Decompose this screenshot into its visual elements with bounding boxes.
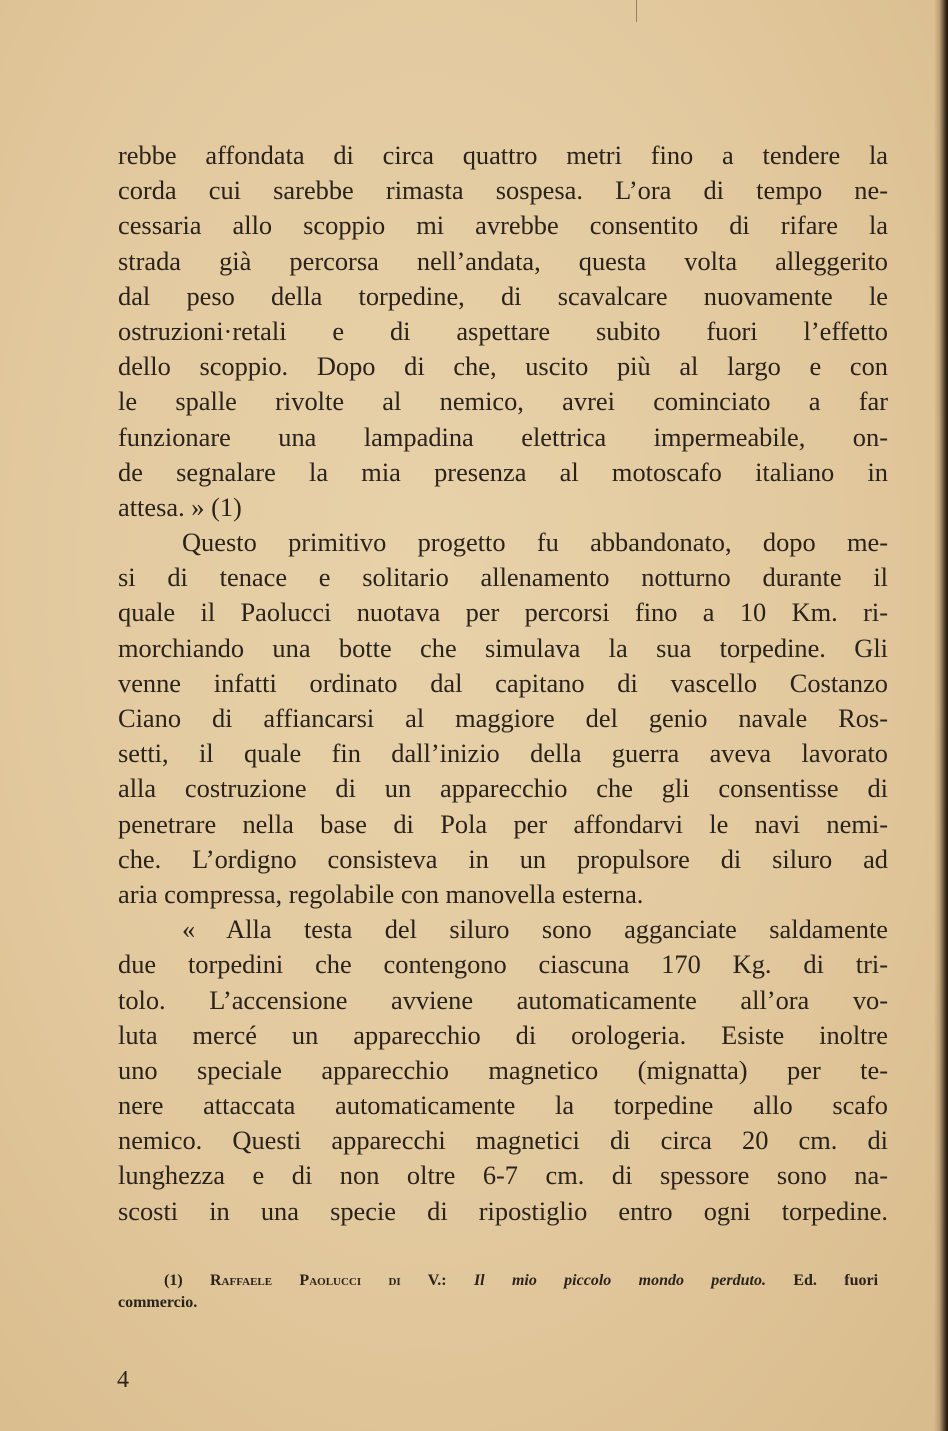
- text-line: corda cui sarebbe rimasta sospesa. L’ora di tempo ne-: [118, 175, 888, 206]
- footnote-separator: :: [441, 1272, 447, 1289]
- body-text: [118, 138, 888, 1229]
- text-line: aria compressa, regolabile con manovella esterna.: [118, 878, 644, 909]
- page-number: 4: [117, 1367, 129, 1393]
- text-line: scosti in una specie di ripostiglio entro ogni torpedine.: [118, 1195, 888, 1226]
- paper-fold-mark: [636, 0, 637, 22]
- footnote-title: Il mio piccolo mondo perduto.: [473, 1272, 766, 1289]
- footnote-author: Raffaele Paolucci di V.: [210, 1272, 442, 1289]
- text-line: alla costruzione di un apparecchio che gli consentisse di: [118, 773, 888, 804]
- text-line: due torpedini che contengono ciascuna 170 Kg. di tri-: [118, 949, 888, 980]
- text-line: funzionare una lampadina elettrica impermeabile, on-: [118, 421, 888, 452]
- footnote: [118, 1270, 878, 1314]
- text-line: cessaria allo scoppio mi avrebbe consentito di rifare la: [118, 210, 888, 241]
- text-line: quale il Paolucci nuotava per percorsi fino a 10 Km. ri-: [118, 597, 888, 628]
- text-line: rebbe affondata di circa quattro metri fino a tendere la: [118, 140, 888, 170]
- text-line: Ciano di affiancarsi al maggiore del genio navale Ros-: [118, 703, 888, 733]
- text-line: nemico. Questi apparecchi magnetici di circa 20 cm. di: [118, 1125, 888, 1156]
- text-line: lunghezza e di non oltre 6-7 cm. di spessore sono na-: [118, 1160, 888, 1191]
- text-line: le spalle rivolte al nemico, avrei cominciato a far: [118, 386, 888, 417]
- text-line: che. L’ordigno consisteva in un propulsore di siluro ad: [118, 843, 888, 874]
- text-line: morchiando una botte che simulava la sua torpedine. Gli: [118, 632, 888, 663]
- text-line: venne infatti ordinato dal capitano di vascello Costanzo: [118, 667, 888, 698]
- footnote-publisher: Ed. fuori: [793, 1272, 879, 1289]
- text-line: ostruzioni·retali e di aspettare subito fuori l’effetto: [118, 315, 888, 346]
- text-line: penetrare nella base di Pola per affondarvi le navi nemi-: [118, 808, 888, 839]
- text-line: attesa. » (1): [118, 491, 242, 522]
- text-line: strada già percorsa nell’andata, questa volta alleggerito: [118, 245, 888, 276]
- text-line: nere attaccata automaticamente la torpedine allo scafo: [118, 1090, 888, 1121]
- footnote-line: [118, 1270, 878, 1292]
- footnote-line: commercio.: [118, 1294, 198, 1311]
- page-edge-shadow: [934, 0, 948, 1431]
- text-line: setti, il quale fin dall’inizio della guerra aveva lavorato: [118, 738, 888, 769]
- text-line: uno speciale apparecchio magnetico (mignatta) per te-: [118, 1054, 888, 1085]
- footnote-marker: (1): [164, 1272, 183, 1289]
- text-line: si di tenace e solitario allenamento notturno durante il: [118, 562, 888, 593]
- text-line: Questo primitivo progetto fu abbandonato, dopo me-: [182, 527, 888, 558]
- text-line: luta mercé un apparecchio di orologeria. Esiste inoltre: [118, 1019, 888, 1050]
- text-line: tolo. L’accensione avviene automaticamente all’ora vo-: [118, 984, 888, 1015]
- text-line: de segnalare la mia presenza al motoscafo italiano in: [118, 456, 888, 487]
- text-line: « Alla testa del siluro sono agganciate saldamente: [182, 914, 888, 945]
- text-line: dal peso della torpedine, di scavalcare nuovamente le: [118, 280, 888, 311]
- text-line: dello scoppio. Dopo di che, uscito più al largo e con: [118, 351, 888, 382]
